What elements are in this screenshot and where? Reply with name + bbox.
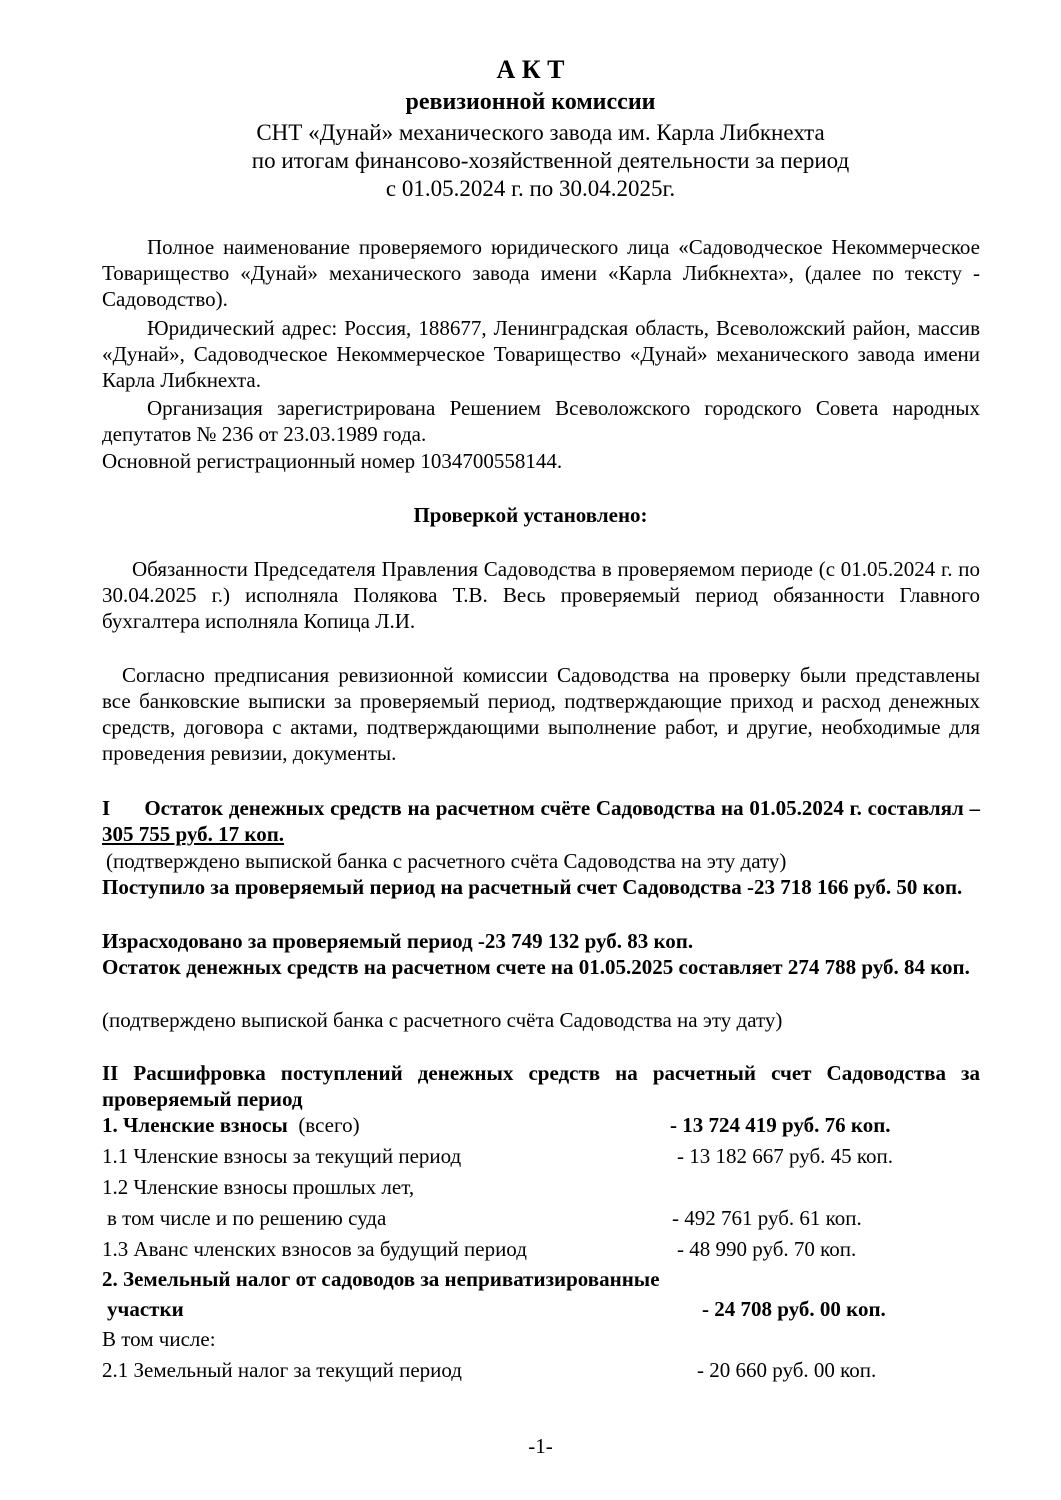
item-1-1-row xyxy=(102,1143,980,1173)
intro-registration: Организация зарегистрирована Решением Всеволожского городского Совета народных депутатов № 236 от 23.03.1989 года. xyxy=(102,396,980,446)
item-2-row xyxy=(102,1266,980,1296)
section-1-numeral: I xyxy=(102,796,111,820)
intro-reg-number: Основной регистрационный номер 1034700558144. xyxy=(102,449,563,473)
received-amount: Поступило за проверяемый период на расчетный счет Садоводства -23 718 166 руб. 50 коп. xyxy=(102,875,963,899)
item-1-amount: - 13 724 419 руб. 76 коп. xyxy=(670,1113,891,1137)
spent-amount: Израсходовано за проверяемый период -23 749 132 руб. 83 коп. xyxy=(102,929,694,953)
findings-officers: Обязанности Председателя Правления Садоводства в проверяемом периоде (с 01.05.2024 г. по 30.04.2025 г.) исполняла Полякова Т.В. Весь проверяемый период обязанности Главного бухгалтера исполняла Копица Л.И. xyxy=(102,557,980,633)
item-1-row xyxy=(102,1112,980,1142)
item-2-1-amount: - 20 660 руб. 00 коп. xyxy=(697,1358,877,1382)
balance-start-text: Остаток денежных средств на расчетном счёте Садоводства на 01.05.2024 г. составлял – xyxy=(144,796,981,820)
intro-legal-address: Юридический адрес: Россия, 188677, Ленинградская область, Всеволожский район, массив «Дунай», Садоводческое Некоммерческое Товарищество «Дунай» механического завода имени Карла Либкнехта. xyxy=(102,316,980,392)
item-2b-row xyxy=(102,1296,980,1326)
item-1-2-row xyxy=(102,1174,980,1204)
page-number: -1- xyxy=(528,1434,553,1458)
confirm-note-1: (подтверждено выпиской банка с расчетного счёта Садоводства на эту дату) xyxy=(106,849,787,873)
document-subtitle: ревизионной комиссии xyxy=(405,89,656,115)
balance-end: Остаток денежных средств на расчетном счете на 01.05.2025 составляет 274 788 руб. 84 коп. xyxy=(102,955,970,979)
findings-documents: Согласно предписания ревизионной комиссии Садоводства на проверку были представлены все банковские выписки за проверяемый период, подтверждающие приход и расход денежных средств, договора с актами, подтверждающими выполнение работ, и другие, необходимые для проведения ревизии, документы. xyxy=(102,663,980,765)
item-2b-label: участки xyxy=(107,1297,184,1321)
item-2-1-label: 2.1 Земельный налог за текущий период xyxy=(102,1358,462,1382)
header-line-3: с 01.05.2024 г. по 30.04.2025г. xyxy=(385,176,676,201)
header-line-2: по итогам финансово-хозяйственной деятельности за период xyxy=(251,148,850,173)
balance-start-amount: 305 755 руб. 17 коп. xyxy=(102,822,285,846)
incl-label: В том числе: xyxy=(102,1327,216,1351)
intro-full-name: Полное наименование проверяемого юридического лица «Садоводческое Некоммерческое Товарищество «Дунай» механического завода имени «Карла Либкнехта», (далее по тексту - Садоводство). xyxy=(102,235,980,311)
header-line-1: СНТ «Дунай» механического завода им. Карла Либкнехта xyxy=(256,120,825,145)
section-1-balance-start xyxy=(102,795,980,847)
item-2-1-row xyxy=(102,1357,980,1387)
item-1-1-label: 1.1 Членские взносы за текущий период xyxy=(102,1144,462,1168)
findings-heading: Проверкой установлено: xyxy=(413,503,648,527)
item-1-2b-row xyxy=(102,1205,980,1235)
item-1-2-label: 1.2 Членские взносы прошлых лет, xyxy=(102,1175,415,1199)
item-1-label: 1. Членские взносы xyxy=(102,1113,288,1137)
section-2-heading: II Расшифровка поступлений денежных средств на расчетный счет Садоводства за проверяемый период xyxy=(102,1061,980,1111)
document-title: А К Т xyxy=(496,55,565,84)
confirm-note-2: (подтверждено выпиской банка с расчетного счёта Садоводства на эту дату) xyxy=(102,1008,783,1032)
item-1-2-amount: - 492 761 руб. 61 коп. xyxy=(672,1206,862,1230)
item-1-3-label: 1.3 Аванс членских взносов за будущий период xyxy=(102,1237,527,1261)
item-1-note: (всего) xyxy=(298,1113,360,1137)
item-2-label: 2. Земельный налог от садоводов за неприватизированные xyxy=(102,1267,660,1291)
item-1-3-amount: - 48 990 руб. 70 коп. xyxy=(677,1237,857,1261)
item-1-3-row xyxy=(102,1236,980,1266)
item-1-1-amount: - 13 182 667 руб. 45 коп. xyxy=(677,1144,893,1168)
item-1-2b-label: в том числе и по решению суда xyxy=(107,1206,387,1230)
item-2-amount: - 24 708 руб. 00 коп. xyxy=(702,1297,886,1321)
incl-row xyxy=(102,1326,980,1356)
